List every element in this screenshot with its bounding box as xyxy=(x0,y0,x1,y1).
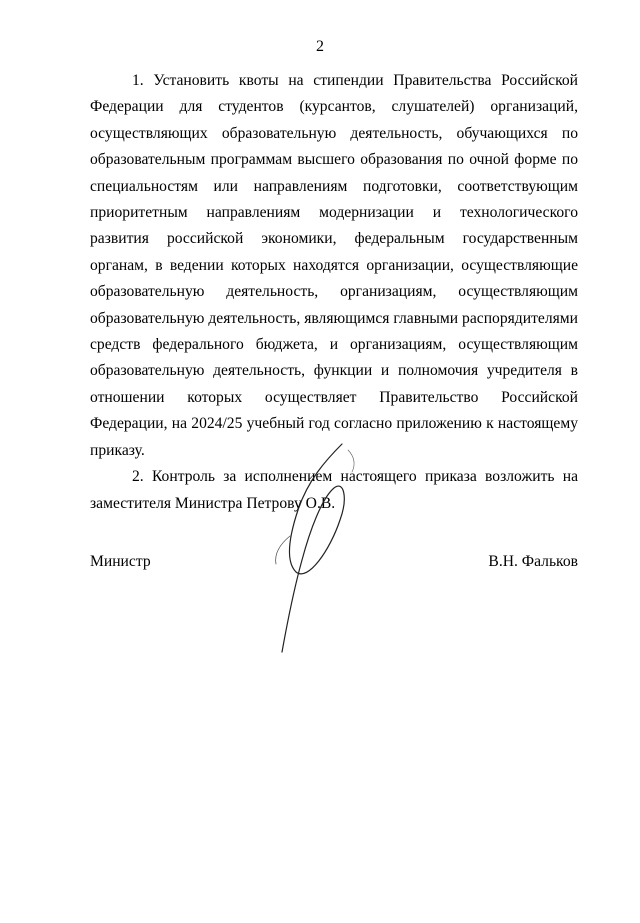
signatory-name: В.Н. Фальков xyxy=(488,553,578,570)
paragraph-quotas: 1. Установить квоты на стипендии Правительства Российской Федерации для студентов (курсантов, слушателей) организаций, осуществляющих образовательную деятельность, обучающихся по образовательным программам высшего образования по очной форме по специальностям или направлениям подготовки, соответствующим приоритетным направлениям модернизации и технологического развития российской экономики, федеральным государственным органам, в ведении которых находятся организации, осуществляющие образовательную деятельность, организациям, осуществляющим образовательную деятельность, являющимся главными распорядителями средств федерального бюджета, и организациям, осуществляющим образовательную деятельность, функции и полномочия учредителя в отношении которых осуществляет Правительство Российской Федерации, на 2024/25 учебный год согласно приложению к настоящему приказу. xyxy=(90,72,578,459)
paragraph-control: 2. Контроль за исполнением настоящего приказа возложить на заместителя Министра Петрову О.В. xyxy=(90,468,578,512)
page-number: 2 xyxy=(316,38,324,55)
signatory-title: Министр xyxy=(90,553,151,570)
handwritten-signature xyxy=(230,440,390,660)
